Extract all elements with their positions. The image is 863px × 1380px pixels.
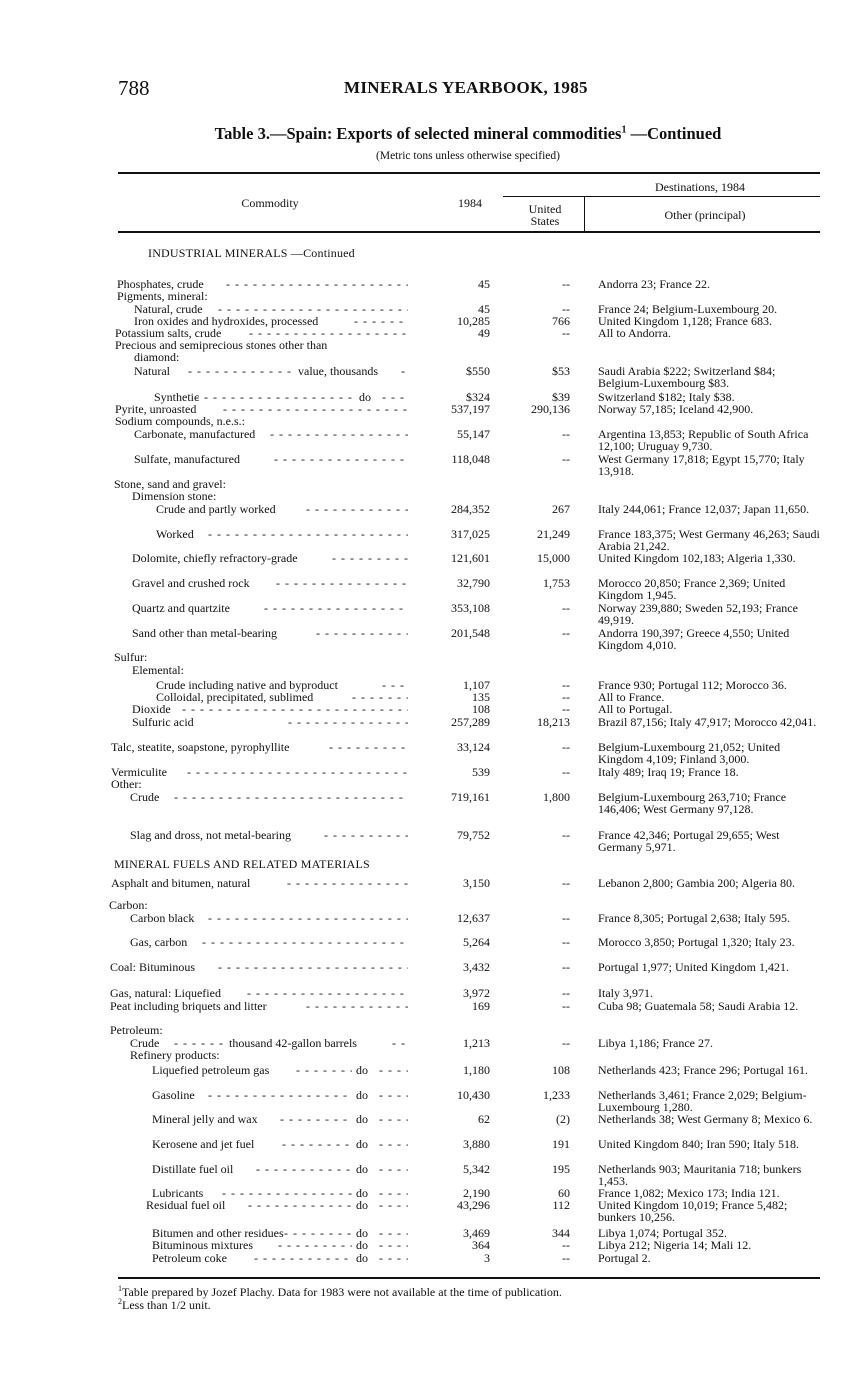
col-header-other: Other (principal) <box>664 208 746 222</box>
commodity-label: Pyrite, unroasted <box>115 402 197 416</box>
value-united-states: -- <box>562 690 570 704</box>
commodity-label: Colloidal, precipitated, sublimed <box>156 690 314 704</box>
value-1984: 5,342 <box>463 1162 490 1176</box>
page-number: 788 <box>118 76 150 100</box>
value-1984: 3,469 <box>463 1226 490 1240</box>
table-row <box>0 527 863 553</box>
table-title-footnote-mark: 1 <box>621 124 627 136</box>
col-header-united: United <box>528 202 562 216</box>
value-1984: 3,150 <box>463 876 490 890</box>
value-other-destinations: France 42,346; Portugal 29,655; West Germany 5,971. <box>598 828 780 854</box>
commodity-label: Carbon: <box>109 898 148 912</box>
value-united-states: 1,753 <box>543 576 570 590</box>
table-row <box>0 651 863 665</box>
dot-leader <box>282 1138 352 1150</box>
value-other-destinations: Libya 1,186; France 27. <box>598 1036 713 1050</box>
table-row <box>0 503 863 517</box>
table-row <box>0 877 863 891</box>
dot-leader <box>379 1113 408 1125</box>
commodity-label: Distillate fuel oil <box>152 1162 234 1176</box>
dot-leader <box>352 691 408 703</box>
commodity-label: Slag and dross, not metal-bearing <box>130 828 291 842</box>
table-row <box>0 716 863 730</box>
unit-label: do <box>359 390 371 404</box>
value-other-destinations: Italy 3,971. <box>598 986 653 1000</box>
dot-leader <box>208 1089 352 1101</box>
col-header-commodity: Commodity <box>241 196 299 210</box>
commodity-label: Sulfuric acid <box>132 715 194 729</box>
value-united-states: (2) <box>556 1112 570 1126</box>
unit-label: do <box>356 1112 368 1126</box>
dot-leader <box>226 278 408 290</box>
unit-label: value, thousands <box>298 364 378 378</box>
value-other-destinations: Italy 244,061; France 12,037; Japan 11,650. <box>598 502 810 516</box>
dot-leader <box>182 703 408 715</box>
dot-leader <box>284 1227 352 1239</box>
value-united-states: 21,249 <box>537 527 570 541</box>
value-united-states: -- <box>562 1251 570 1265</box>
dot-leader <box>278 1239 352 1251</box>
commodity-label: Dioxide <box>132 702 171 716</box>
commodity-label: Dimension stone: <box>132 489 217 503</box>
value-united-states: -- <box>562 999 570 1013</box>
commodity-label: Natural <box>134 364 170 378</box>
value-1984: 257,289 <box>451 715 490 729</box>
commodity-label: Mineral jelly and wax <box>152 1112 258 1126</box>
unit-label: do <box>356 1251 368 1265</box>
value-united-states: -- <box>562 935 570 949</box>
commodity-label: Coal: Bituminous <box>110 960 196 974</box>
running-header <box>118 76 818 100</box>
value-united-states: -- <box>562 452 570 466</box>
value-other-destinations: All to Portugal. <box>598 702 673 716</box>
col-header-1984: 1984 <box>458 196 482 210</box>
destinations-rule <box>503 196 820 197</box>
dot-leader <box>174 791 408 803</box>
dot-leader <box>379 1064 408 1076</box>
table-row <box>0 740 863 766</box>
footnote-text: Table prepared by Jozef Plachy. Data for 1983 were not available at the time of publication. <box>122 1285 562 1299</box>
dot-leader <box>270 428 408 440</box>
dot-leader <box>288 716 408 728</box>
value-other-destinations: France 183,375; West Germany 46,263; Saudi Arabia 21,242. <box>598 527 820 553</box>
dot-leader <box>195 391 355 403</box>
commodity-label: Worked <box>156 527 194 541</box>
dot-leader <box>379 1187 408 1199</box>
dot-leader <box>222 1187 352 1199</box>
value-other-destinations: Belgium-Luxembourg 21,052; United Kingdom 4,109; Finland 3,000. <box>598 740 781 766</box>
table-row <box>0 1239 863 1253</box>
value-other-destinations: United Kingdom 1,128; France 683. <box>598 314 772 328</box>
commodity-label: Dolomite, chiefly refractory-grade <box>132 551 298 565</box>
table-row <box>0 1162 863 1188</box>
value-united-states: -- <box>562 601 570 615</box>
value-other-destinations: France 24; Belgium-Luxembourg 20. <box>598 302 778 316</box>
value-1984: $324 <box>466 390 490 404</box>
dot-leader <box>354 315 408 327</box>
value-other-destinations: Netherlands 423; France 296; Portugal 161. <box>598 1063 808 1077</box>
value-united-states: 18,213 <box>537 715 570 729</box>
dot-leader <box>392 1037 408 1049</box>
value-united-states: -- <box>562 326 570 340</box>
table-row <box>0 936 863 950</box>
dot-leader <box>223 403 408 415</box>
table-row <box>0 1138 863 1152</box>
table-row <box>0 1113 863 1127</box>
value-other-destinations: Netherlands 3,461; France 2,029; Belgium-Luxembourg 1,280. <box>598 1088 807 1114</box>
commodity-label: Other: <box>111 777 142 791</box>
dot-leader <box>188 365 294 377</box>
table-row <box>0 1252 863 1266</box>
commodity-label: Gasoline <box>152 1088 195 1102</box>
value-united-states: 60 <box>558 1186 570 1200</box>
value-united-states: -- <box>562 911 570 925</box>
commodity-label: Gas, carbon <box>130 935 188 949</box>
value-other-destinations: Portugal 1,977; United Kingdom 1,421. <box>598 960 789 974</box>
commodity-label: Potassium salts, crude <box>115 326 222 340</box>
dot-leader <box>324 829 408 841</box>
table-row <box>0 364 863 390</box>
value-1984: 284,352 <box>451 502 490 516</box>
value-united-states: -- <box>562 828 570 842</box>
unit-label: do <box>356 1186 368 1200</box>
footnote-text: Less than 1/2 unit. <box>122 1298 211 1312</box>
commodity-label: diamond: <box>134 350 180 364</box>
value-united-states: -- <box>562 1238 570 1252</box>
value-united-states: 191 <box>552 1137 570 1151</box>
dot-leader <box>379 1138 408 1150</box>
commodity-label: Vermiculite <box>111 765 167 779</box>
table-row <box>0 452 863 478</box>
value-1984: 1,213 <box>463 1036 490 1050</box>
value-other-destinations: Cuba 98; Guatemala 58; Saudi Arabia 12. <box>598 999 799 1013</box>
dot-leader <box>379 1089 408 1101</box>
value-united-states: 112 <box>552 1198 570 1212</box>
table-row <box>0 601 863 627</box>
value-1984: 45 <box>478 302 490 316</box>
dot-leader <box>264 602 408 614</box>
commodity-label: Lubricants <box>152 1186 204 1200</box>
value-other-destinations: France 8,305; Portugal 2,638; Italy 595. <box>598 911 790 925</box>
value-united-states: $39 <box>552 390 570 404</box>
value-other-destinations: Italy 489; Iraq 19; France 18. <box>598 765 739 779</box>
commodity-label: Crude and partly worked <box>156 502 276 516</box>
value-1984: 2,190 <box>463 1186 490 1200</box>
unit-label: do <box>356 1088 368 1102</box>
table-row <box>0 1064 863 1078</box>
value-1984: 108 <box>472 702 490 716</box>
dot-leader <box>218 961 408 973</box>
value-united-states: -- <box>562 427 570 441</box>
commodity-label: Peat including briquets and litter <box>110 999 267 1013</box>
table-row <box>0 790 863 816</box>
value-united-states: -- <box>562 702 570 716</box>
commodity-label: Crude including native and byproduct <box>156 678 338 692</box>
commodity-label: Carbonate, manufactured <box>134 427 256 441</box>
table-row <box>0 1049 863 1063</box>
commodity-label: Refinery products: <box>130 1048 220 1062</box>
dot-leader <box>208 912 408 924</box>
footnote-2 <box>118 1297 211 1313</box>
footnote-mark: 2 <box>118 1297 122 1306</box>
dot-leader <box>202 936 408 948</box>
unit-label: do <box>356 1238 368 1252</box>
dot-leader <box>247 987 408 999</box>
value-1984: 3,432 <box>463 960 490 974</box>
value-other-destinations: Netherlands 38; West Germany 8; Mexico 6. <box>598 1112 813 1126</box>
dot-leader <box>379 1227 408 1239</box>
unit-label: do <box>356 1198 368 1212</box>
value-united-states: -- <box>562 626 570 640</box>
value-other-destinations: Libya 212; Nigeria 14; Mali 12. <box>598 1238 752 1252</box>
value-united-states: -- <box>562 277 570 291</box>
value-1984: 118,048 <box>451 452 490 466</box>
value-other-destinations: Andorra 23; France 22. <box>598 277 710 291</box>
commodity-label: Synthetic <box>154 390 200 404</box>
value-united-states: -- <box>562 678 570 692</box>
table-top-rule <box>118 172 820 174</box>
value-united-states: -- <box>562 1036 570 1050</box>
value-1984: 121,601 <box>451 551 490 565</box>
dot-leader <box>379 1252 408 1264</box>
value-1984: 539 <box>472 765 490 779</box>
value-other-destinations: Switzerland $182; Italy $38. <box>598 390 735 404</box>
value-other-destinations: United Kingdom 840; Iran 590; Italy 518. <box>598 1137 799 1151</box>
table-row <box>0 1088 863 1114</box>
value-other-destinations: Libya 1,074; Portugal 352. <box>598 1226 727 1240</box>
value-other-destinations: Norway 239,880; Sweden 52,193; France 49,919. <box>598 601 798 627</box>
value-united-states: 15,000 <box>537 551 570 565</box>
value-1984: 537,197 <box>451 402 490 416</box>
value-united-states: -- <box>562 986 570 1000</box>
value-other-destinations: Morocco 3,850; Portugal 1,320; Italy 23. <box>598 935 795 949</box>
commodity-label: Gas, natural: Liquefied <box>110 986 221 1000</box>
commodity-label: Residual fuel oil <box>146 1198 226 1212</box>
value-other-destinations: Lebanon 2,800; Gambia 200; Algeria 80. <box>598 876 795 890</box>
commodity-label: Crude <box>130 790 160 804</box>
unit-label: do <box>356 1137 368 1151</box>
dot-leader <box>379 1163 408 1175</box>
table-title-suffix: —Continued <box>626 124 722 143</box>
table-row <box>0 961 863 975</box>
commodity-label: Bituminous mixtures <box>152 1238 254 1252</box>
unit-label: do <box>356 1226 368 1240</box>
value-other-destinations: United Kingdom 102,183; Algeria 1,330. <box>598 551 796 565</box>
table-title-main: Table 3.—Spain: Exports of selected mineral commodities <box>214 124 622 143</box>
dot-leader <box>401 365 408 377</box>
header-bottom-rule <box>118 231 820 233</box>
table-row <box>0 1000 863 1014</box>
table-row <box>0 427 863 453</box>
dot-leader <box>296 1064 352 1076</box>
value-1984: 364 <box>472 1238 490 1252</box>
commodity-label: Talc, steatite, soapstone, pyrophyllite <box>111 740 290 754</box>
value-1984: 135 <box>472 690 490 704</box>
value-1984: 201,548 <box>451 626 490 640</box>
commodity-label: Elemental: <box>132 663 184 677</box>
dot-leader <box>316 627 408 639</box>
commodity-label: Petroleum: <box>110 1023 163 1037</box>
value-united-states: 267 <box>552 502 570 516</box>
value-1984: 55,147 <box>457 427 490 441</box>
commodity-label: Bitumen and other residues <box>152 1226 284 1240</box>
value-1984: 3,880 <box>463 1137 490 1151</box>
book-title: MINERALS YEARBOOK, 1985 <box>344 78 588 97</box>
dot-leader <box>256 1163 352 1175</box>
commodity-label: Petroleum coke <box>152 1251 227 1265</box>
table-subtitle: (Metric tons unless otherwise specified) <box>376 150 560 162</box>
value-united-states: 1,800 <box>543 790 570 804</box>
value-other-destinations: Portugal 2. <box>598 1251 651 1265</box>
value-united-states: -- <box>562 302 570 316</box>
table-title <box>118 124 818 144</box>
value-1984: 32,790 <box>457 576 490 590</box>
value-other-destinations: Argentina 13,853; Republic of South Africa 12,100; Uruguay 9,730. <box>598 427 809 453</box>
col-header-united-states <box>510 203 580 227</box>
value-united-states: 290,136 <box>531 402 570 416</box>
commodity-label: Phosphates, crude <box>117 277 204 291</box>
col-header-states: States <box>530 214 560 228</box>
dot-leader <box>306 1000 408 1012</box>
value-1984: 3 <box>484 1251 490 1265</box>
commodity-label: Natural, crude <box>134 302 203 316</box>
value-1984: 5,264 <box>463 935 490 949</box>
table-row <box>0 664 863 678</box>
value-1984: 45 <box>478 277 490 291</box>
commodity-label: Asphalt and bitumen, natural <box>111 876 251 890</box>
value-united-states: 1,233 <box>543 1088 570 1102</box>
commodity-label: Sulfur: <box>114 650 148 664</box>
col-header-destinations: Destinations, 1984 <box>655 180 745 194</box>
dot-leader <box>274 453 408 465</box>
value-1984: 353,108 <box>451 601 490 615</box>
value-united-states: -- <box>562 740 570 754</box>
value-united-states: $53 <box>552 364 570 378</box>
commodity-label: Iron oxides and hydroxides, processed <box>134 314 319 328</box>
table-row <box>0 828 863 854</box>
commodity-label: Gravel and crushed rock <box>132 576 250 590</box>
unit-label: do <box>356 1063 368 1077</box>
value-other-destinations: All to France. <box>598 690 665 704</box>
value-united-states: 344 <box>552 1226 570 1240</box>
dot-leader <box>276 577 408 589</box>
value-united-states: 195 <box>552 1162 570 1176</box>
value-other-destinations: Norway 57,185; Iceland 42,900. <box>598 402 754 416</box>
value-1984: 1,180 <box>463 1063 490 1077</box>
commodity-label: Crude <box>130 1036 160 1050</box>
table-row <box>0 576 863 602</box>
value-1984: 10,430 <box>457 1088 490 1102</box>
value-other-destinations: Netherlands 903; Mauritania 718; bunkers 1,453. <box>598 1162 802 1188</box>
value-other-destinations: United Kingdom 10,019; France 5,482; bunkers 10,256. <box>598 1198 788 1224</box>
value-1984: 1,107 <box>463 678 490 692</box>
value-1984: 12,637 <box>457 911 490 925</box>
value-1984: 169 <box>472 999 490 1013</box>
value-1984: 79,752 <box>457 828 490 842</box>
value-other-destinations: Saudi Arabia $222; Switzerland $84; Belgium-Luxembourg $83. <box>598 364 776 390</box>
commodity-label: Precious and semiprecious stones other than <box>115 338 328 352</box>
value-1984: 33,124 <box>457 740 490 754</box>
value-1984: 3,972 <box>463 986 490 1000</box>
table-row <box>0 912 863 926</box>
value-other-destinations: Belgium-Luxembourg 263,710; France 146,406; West Germany 97,128. <box>598 790 787 816</box>
dot-leader <box>306 503 408 515</box>
table-row <box>0 552 863 566</box>
column-divider <box>584 197 585 231</box>
value-united-states: 766 <box>552 314 570 328</box>
dot-leader <box>287 877 408 889</box>
unit-label: do <box>356 1162 368 1176</box>
unit-label: thousand 42-gallon barrels <box>229 1036 357 1050</box>
value-united-states: -- <box>562 960 570 974</box>
value-1984: 43,296 <box>457 1198 490 1212</box>
table-row <box>0 626 863 652</box>
value-1984: $550 <box>466 364 490 378</box>
dot-leader <box>332 552 408 564</box>
section-heading: INDUSTRIAL MINERALS —Continued <box>148 246 355 260</box>
commodity-label: Liquefied petroleum gas <box>152 1063 270 1077</box>
table-row <box>0 351 863 365</box>
value-other-destinations: All to Andorra. <box>598 326 671 340</box>
dot-leader <box>280 1113 352 1125</box>
commodity-label: Stone, sand and gravel: <box>114 477 226 491</box>
dot-leader <box>379 1239 408 1251</box>
commodity-label: Carbon black <box>130 911 195 925</box>
dot-leader <box>379 1199 408 1211</box>
value-other-destinations: Morocco 20,850; France 2,369; United Kingdom 1,945. <box>598 576 786 602</box>
value-united-states: -- <box>562 876 570 890</box>
commodity-label: Quartz and quartzite <box>132 601 230 615</box>
commodity-label: Sand other than metal-bearing <box>132 626 277 640</box>
dot-leader <box>248 1199 352 1211</box>
value-other-destinations: France 1,082; Mexico 173; India 121. <box>598 1186 780 1200</box>
dot-leader <box>254 1252 352 1264</box>
value-other-destinations: France 930; Portugal 112; Morocco 36. <box>598 678 787 692</box>
dot-leader <box>329 741 408 753</box>
commodity-label: Sulfate, manufactured <box>134 452 240 466</box>
value-other-destinations: Brazil 87,156; Italy 47,917; Morocco 42,041. <box>598 715 817 729</box>
dot-leader <box>187 766 408 778</box>
value-other-destinations: Andorra 190,397; Greece 4,550; United Kingdom 4,010. <box>598 626 790 652</box>
commodity-label: Pigments, mineral: <box>117 289 208 303</box>
value-1984: 62 <box>478 1112 490 1126</box>
value-1984: 49 <box>478 326 490 340</box>
section-heading: MINERAL FUELS AND RELATED MATERIALS <box>114 857 370 871</box>
value-united-states: 108 <box>552 1063 570 1077</box>
table-row <box>0 1198 863 1224</box>
footnote-mark: 1 <box>118 1284 122 1293</box>
value-1984: 10,285 <box>457 314 490 328</box>
dot-leader <box>382 679 408 691</box>
commodity-label: Sodium compounds, n.e.s.: <box>115 414 246 428</box>
table-bottom-rule <box>118 1277 820 1279</box>
value-1984: 317,025 <box>451 527 490 541</box>
dot-leader <box>208 528 408 540</box>
commodity-label: Kerosene and jet fuel <box>152 1137 255 1151</box>
value-other-destinations: West Germany 17,818; Egypt 15,770; Italy 13,918. <box>598 452 805 478</box>
dot-leader <box>382 391 408 403</box>
value-united-states: -- <box>562 765 570 779</box>
value-1984: 719,161 <box>451 790 490 804</box>
